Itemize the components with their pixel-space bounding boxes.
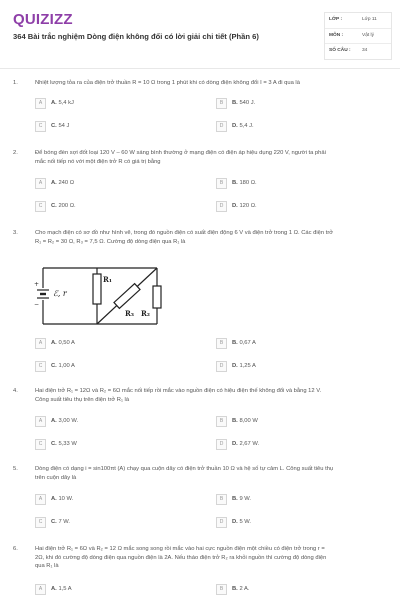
option-letter: D	[216, 439, 227, 450]
option-letter: B	[216, 98, 227, 109]
option-letter: C	[35, 439, 46, 450]
question-number: 1.	[13, 80, 18, 86]
svg-text:−: −	[34, 301, 40, 308]
option-letter: B	[216, 494, 227, 505]
question-line: R₁ = R₂ = 30 Ω, R₃ = 7,5 Ω. Cường độ dòng điện qua R₁ là	[35, 238, 186, 245]
meta-value: Lớp 11	[362, 17, 377, 22]
option-letter: D	[216, 201, 227, 212]
option-text: D. 5,4 J.	[232, 123, 254, 129]
option-text: C. 54 J	[51, 123, 70, 129]
option-letter: C	[35, 361, 46, 372]
option-text: C. 7 W.	[51, 519, 71, 525]
option-letter: A	[35, 494, 46, 505]
document-title: 364 Bài trắc nghiệm Dòng điện không đổi có lời giải chi tiết (Phần 6)	[13, 32, 259, 41]
option-letter: A	[35, 416, 46, 427]
question-number: 4.	[13, 388, 18, 394]
option-text: A. 3,00 W.	[51, 418, 79, 424]
option-letter: D	[216, 517, 227, 528]
question-line: Công suất tiêu thụ trên điện trở R₁ là	[35, 396, 130, 403]
question-text	[35, 79, 385, 88]
option-letter: D	[216, 121, 227, 132]
option-text: D. 5 W.	[232, 519, 252, 525]
option-text: A. 0,50 A	[51, 340, 75, 346]
option-text: B. 180 Ω.	[232, 180, 257, 186]
option-text: A. 5,4 kJ	[51, 100, 74, 106]
option-text: C. 200 Ω.	[51, 203, 76, 209]
question-text	[35, 149, 385, 166]
option-text: D. 2,67 W.	[232, 441, 260, 447]
question-number: 2.	[13, 150, 18, 156]
option-text: B. 9 W.	[232, 496, 252, 502]
option-letter: C	[35, 517, 46, 528]
question-line: Hai điện trở R₁ = 12Ω và R₂ = 6Ω mắc nối tiếp rồi mắc vào nguồn điện có hiệu điện thế không đổi và bằng 12 V.	[35, 388, 322, 394]
option-text: C. 1,00 A	[51, 363, 75, 369]
r3-label: R₃	[125, 309, 134, 318]
meta-label: SỐ CÂU :	[329, 48, 351, 53]
meta-value: 34	[362, 48, 368, 53]
option-text: A. 240 Ω	[51, 180, 75, 186]
question-text	[35, 465, 385, 482]
option-text: B. 540 J.	[232, 100, 256, 106]
question-number: 5.	[13, 466, 18, 472]
question-line: Hai điện trở R₁ = 6Ω và R₂ = 12 Ω mắc song song rồi mắc vào hai cực nguồn điện một chiều có điện trở trong r =	[35, 546, 325, 552]
meta-label: LỚP :	[329, 17, 343, 22]
option-letter: A	[35, 178, 46, 189]
question-text	[35, 545, 385, 571]
emf-label: ℰ, r	[53, 289, 67, 298]
option-letter: B	[216, 584, 227, 595]
option-letter: A	[35, 584, 46, 595]
quizizz-logo[interactable]: QUIZIZZ	[13, 11, 73, 28]
option-letter: B	[216, 338, 227, 349]
option-letter: C	[35, 201, 46, 212]
option-text: A. 1,5 A	[51, 586, 72, 592]
resistor-r2	[153, 286, 161, 308]
question-line: Dòng điện có dạng i = sin100πt (A) chạy qua cuộn dây có điện trở thuần 10 Ω và hệ số tự cảm L. Công suất tiêu thụ	[35, 466, 334, 472]
question-line: qua R₁ là	[35, 563, 59, 569]
option-letter: B	[216, 416, 227, 427]
question-number: 6.	[13, 546, 18, 552]
r1-label: R₁	[103, 275, 112, 284]
option-letter: A	[35, 338, 46, 349]
option-text: B. 2 A.	[232, 586, 250, 592]
option-text: B. 8,00 W	[232, 418, 258, 424]
option-text: D. 120 Ω.	[232, 203, 257, 209]
question-line: 2Ω, khi đó cường độ dòng điện qua nguồn điện là 2A. Nếu tháo điện trở R₂ ra khỏi nguồn thì cường độ dòng điện	[35, 554, 327, 561]
option-text: C. 5,33 W	[51, 441, 77, 447]
svg-text:+: +	[34, 281, 40, 288]
option-letter: C	[35, 121, 46, 132]
question-line: Để bóng đèn sợi đốt loại 120 V – 60 W sáng bình thường ở mạng điện có điện áp hiệu dụng 220 V, người ta phải	[35, 150, 326, 156]
question-text	[35, 229, 385, 246]
resistor-r3	[114, 284, 140, 309]
meta-label: MÔN :	[329, 33, 344, 38]
option-letter: D	[216, 361, 227, 372]
option-text: B. 0,67 A	[232, 340, 256, 346]
circuit-diagram	[33, 264, 163, 328]
meta-row-class	[325, 13, 391, 28]
option-letter: A	[35, 98, 46, 109]
question-number: 3.	[13, 230, 18, 236]
option-letter: B	[216, 178, 227, 189]
r2-label: R₂	[141, 309, 150, 318]
header-divider	[0, 68, 400, 69]
question-line: Cho mạch điện có sơ đồ như hình vẽ, trong đó nguồn điện có suất điện động 6 V và điện trở trong 1 Ω. Các điện trở	[35, 230, 334, 236]
meta-row-count	[325, 43, 391, 59]
question-line: Nhiệt lượng tỏa ra của điện trở thuần R = 10 Ω trong 1 phút khi có dòng điện không đổi I = 3 A đi qua là	[35, 80, 300, 86]
question-line: mắc nối tiếp nó với một điện trở R có giá trị bằng	[35, 158, 161, 165]
option-text: D. 1,25 A	[232, 363, 256, 369]
question-line: trên cuộn dây là	[35, 474, 77, 481]
option-text: A. 10 W.	[51, 496, 74, 502]
resistor-r1	[93, 274, 101, 304]
meta-info-box	[324, 12, 392, 60]
meta-row-subject	[325, 28, 391, 44]
meta-value: Vật lý	[362, 33, 374, 38]
question-text	[35, 387, 385, 404]
header	[0, 0, 400, 66]
